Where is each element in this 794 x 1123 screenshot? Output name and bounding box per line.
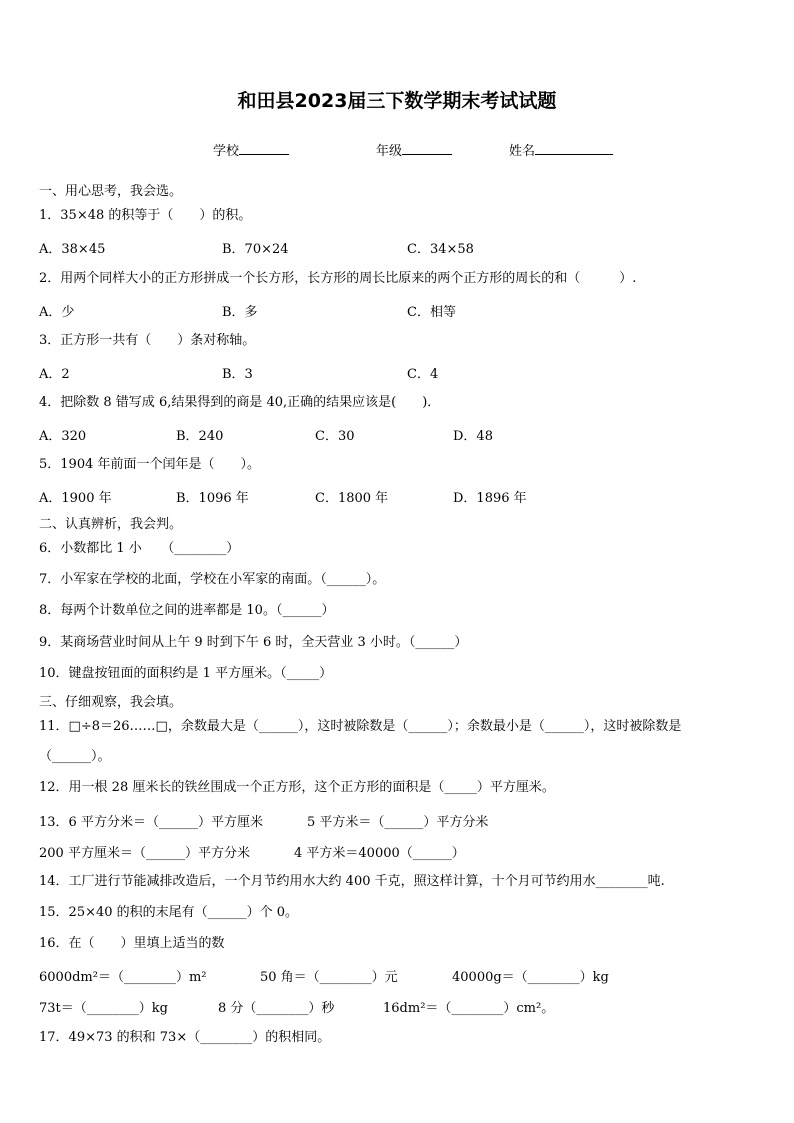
page-title: 和田县2023届三下数学期末考试试题 [237,90,557,112]
q2-option-c: C．相等 [407,305,456,320]
q3-option-a: A．2 [39,367,70,382]
question-4: 4．把除数 8 错写成 6,结果得到的商是 40,正确的结果应该是( )． [39,395,441,410]
section-heading-1: 一、用心思考，我会选。 [39,184,183,199]
section-heading-2: 二、认真辨析，我会判。 [39,517,183,532]
q3-option-b: B．3 [222,367,253,382]
question-16-item-4: 73t＝（________）kg [39,1001,168,1016]
question-16-item-2: 50 角＝（________）元 [260,970,398,985]
q1-option-b: B．70×24 [222,242,289,257]
question-13-item-4: 4 平方米＝40000（______） [294,846,465,861]
q5-option-c: C．1800 年 [315,491,389,506]
question-16-item-5: 8 分（________）秒 [218,1001,335,1016]
question-5: 5．1904 年前面一个闰年是（ ）。 [39,457,260,472]
question-11-line-1: 11．□÷8＝26……□，余数最大是（______），这时被除数是（______）；余数最小是（______），这时被除数是 [39,719,682,734]
question-15: 15．25×40 的积的末尾有（______）个 0。 [39,905,299,920]
q5-option-d: D．1896 年 [453,491,527,506]
grade-field [376,140,452,159]
question-6: 6．小数都比 1 小 （________） [39,541,240,556]
question-9: 9．某商场营业时间从上午 9 时到下午 6 时，全天营业 3 小时。（______） [39,635,468,650]
question-17: 17．49×73 的积和 73×（________）的积相同。 [39,1030,331,1045]
q5-option-a: A．1900 年 [39,491,112,506]
name-label: 姓名 [509,144,536,159]
question-8: 8．每两个计数单位之间的进率都是 10。（______） [39,603,335,618]
question-16: 16．在（ ）里填上适当的数 [39,936,225,951]
question-16-item-3: 40000g＝（________）kg [452,970,609,985]
question-13-item-2: 5 平方米＝（______）平方分米 [307,815,489,830]
question-1: 1．35×48 的积等于（ ）的积。 [39,208,252,223]
question-16-item-1: 6000dm²＝（________）m² [39,970,207,985]
question-13-item-1: 13．6 平方分米＝（______）平方厘米 [39,815,263,830]
question-16-item-6: 16dm²＝（________）cm²。 [383,1001,555,1016]
q1-option-c: C．34×58 [407,242,474,257]
school-blank[interactable] [239,141,289,155]
grade-label: 年级 [376,144,403,159]
question-14: 14．工厂进行节能减排改造后，一个月节约用水大约 400 千克，照这样计算，十个月可节约用水________吨. [39,874,665,889]
section-heading-3: 三、仔细观察，我会填。 [39,695,183,710]
question-2: 2．用两个同样大小的正方形拼成一个长方形，长方形的周长比原来的两个正方形的周长的和（ ）. [39,271,637,286]
question-12: 12．用一根 28 厘米长的铁丝围成一个正方形，这个正方形的面积是（_____）平方厘米。 [39,780,555,795]
q1-option-a: A．38×45 [39,242,106,257]
school-field [213,140,289,159]
name-field [509,140,613,159]
q2-option-b: B．多 [222,305,258,320]
q2-option-a: A．少 [39,305,75,320]
q4-option-c: C．30 [315,429,355,444]
q5-option-b: B．1096 年 [176,491,249,506]
question-11-line-2: （______）。 [39,749,111,764]
name-blank[interactable] [535,141,613,155]
question-10: 10．键盘按钮面的面积约是 1 平方厘米。（_____） [39,666,333,681]
question-3: 3．正方形一共有（ ）条对称轴。 [39,333,256,348]
school-label: 学校 [213,144,240,159]
grade-blank[interactable] [402,141,452,155]
q4-option-a: A．320 [39,429,87,444]
q4-option-b: B．240 [176,429,224,444]
q3-option-c: C．4 [407,367,439,382]
q4-option-d: D．48 [453,429,493,444]
question-7: 7．小军家在学校的北面，学校在小军家的南面。（______）。 [39,572,386,587]
question-13-item-3: 200 平方厘米＝（______）平方分米 [39,846,250,861]
